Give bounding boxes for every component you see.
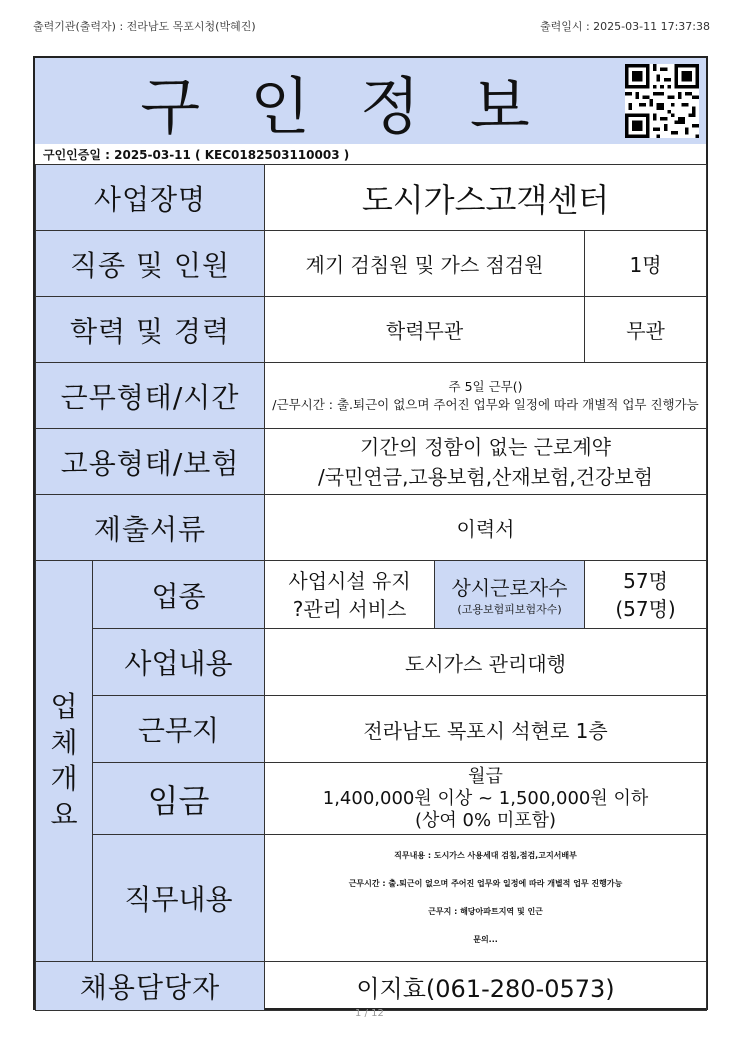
- duties-label: 직무내용: [93, 835, 265, 962]
- wage-line-1: 월급: [468, 765, 503, 787]
- company-value: 도시가스고객센터: [265, 165, 707, 231]
- contact-row: [36, 962, 707, 1011]
- work-label: 근무형태/시간: [36, 363, 265, 429]
- workers-sublabel: (고용보험피보험자수): [457, 603, 562, 616]
- workers-value: [585, 561, 707, 629]
- location-row: [36, 696, 707, 763]
- edu-value: 학력무관: [265, 297, 585, 363]
- side-char-2: 체: [50, 726, 78, 759]
- work-value: [265, 363, 707, 429]
- career-value: 무관: [585, 297, 707, 363]
- info-table: [35, 164, 707, 1011]
- industry-value: [265, 561, 435, 629]
- duties-line-2: 근무시간 : 출.퇴근이 없으며 주어진 업무와 일정에 따라 개별적 업무 진행가능: [348, 879, 623, 888]
- workers-line-2: (57명): [615, 596, 676, 621]
- wage-value: [265, 763, 707, 835]
- wage-line-2: 1,400,000원 이상 ~ 1,500,000원 이하: [322, 787, 649, 809]
- work-line-2: /근무시간 : 출.퇴근이 없으며 주어진 업무와 일정에 따라 개별적 업무 진행가능: [272, 396, 699, 412]
- duties-line-4: 문의...: [473, 935, 498, 944]
- business-label: 사업내용: [93, 629, 265, 696]
- business-row: [36, 629, 707, 696]
- contact-value: 이지효(061-280-0573): [265, 962, 707, 1011]
- duties-line-1: 직무내용 : 도시가스 사용세대 검침,점검,고지서배부: [394, 851, 577, 860]
- employ-line-1: 기간의 정함이 없는 근로계약: [360, 434, 611, 459]
- printed-at-text: 출력일시 : 2025-03-11 17:37:38: [539, 20, 710, 33]
- employ-value: [265, 429, 707, 495]
- contact-label: 채용담당자: [36, 962, 265, 1011]
- edu-row: [36, 297, 707, 363]
- wage-row: [36, 763, 707, 835]
- cert-line: 구인인증일 : 2025-03-11 ( KEC0182503110003 ): [43, 148, 350, 162]
- job-label: 직종 및 인원: [36, 231, 265, 297]
- job-count: 1명: [585, 231, 707, 297]
- workers-line-1: 57명: [623, 568, 668, 593]
- title-bar: [35, 58, 706, 144]
- docs-row: [36, 495, 707, 561]
- side-char-3: 개: [50, 762, 78, 795]
- location-value: 전라남도 목포시 석현로 1층: [265, 696, 707, 763]
- company-row: [36, 165, 707, 231]
- duties-row: [36, 835, 707, 962]
- wage-label: 임금: [93, 763, 265, 835]
- side-char-4: 요: [50, 798, 78, 831]
- docs-value: 이력서: [265, 495, 707, 561]
- page-number: 1 / 12: [355, 1008, 384, 1019]
- company-label: 사업장명: [36, 165, 265, 231]
- workers-label: 상시근로자수: [451, 576, 568, 600]
- industry-line-2: ?관리 서비스: [292, 596, 407, 621]
- work-line-1: 주 5일 근무(): [448, 378, 523, 394]
- workers-label-cell: [435, 561, 585, 629]
- employ-label: 고용형태/보험: [36, 429, 265, 495]
- issuer-text: 출력기관(출력자) : 전라남도 목포시청(박혜진): [33, 20, 256, 33]
- docs-label: 제출서류: [36, 495, 265, 561]
- overview-side-label: [36, 561, 93, 962]
- business-value: 도시가스 관리대행: [265, 629, 707, 696]
- edu-label: 학력 및 경력: [36, 297, 265, 363]
- duties-line-3: 근무지 : 해당아파트지역 및 인근: [428, 907, 543, 916]
- industry-row: [36, 561, 707, 629]
- wage-line-3: (상여 0% 미포함): [415, 809, 556, 831]
- employ-row: [36, 429, 707, 495]
- industry-label: 업종: [93, 561, 265, 629]
- employ-line-2: /국민연금,고용보험,산재보험,건강보험: [318, 464, 653, 489]
- job-value: 계기 검침원 및 가스 점검원: [265, 231, 585, 297]
- side-char-1: 업: [50, 690, 78, 723]
- duties-value: [265, 835, 707, 962]
- job-info-form: [33, 56, 708, 1010]
- job-row: [36, 231, 707, 297]
- industry-line-1: 사업시설 유지: [288, 568, 411, 593]
- location-label: 근무지: [93, 696, 265, 763]
- work-row: [36, 363, 707, 429]
- qr-code-icon: [625, 64, 699, 138]
- page-title: 구인정보: [140, 69, 580, 143]
